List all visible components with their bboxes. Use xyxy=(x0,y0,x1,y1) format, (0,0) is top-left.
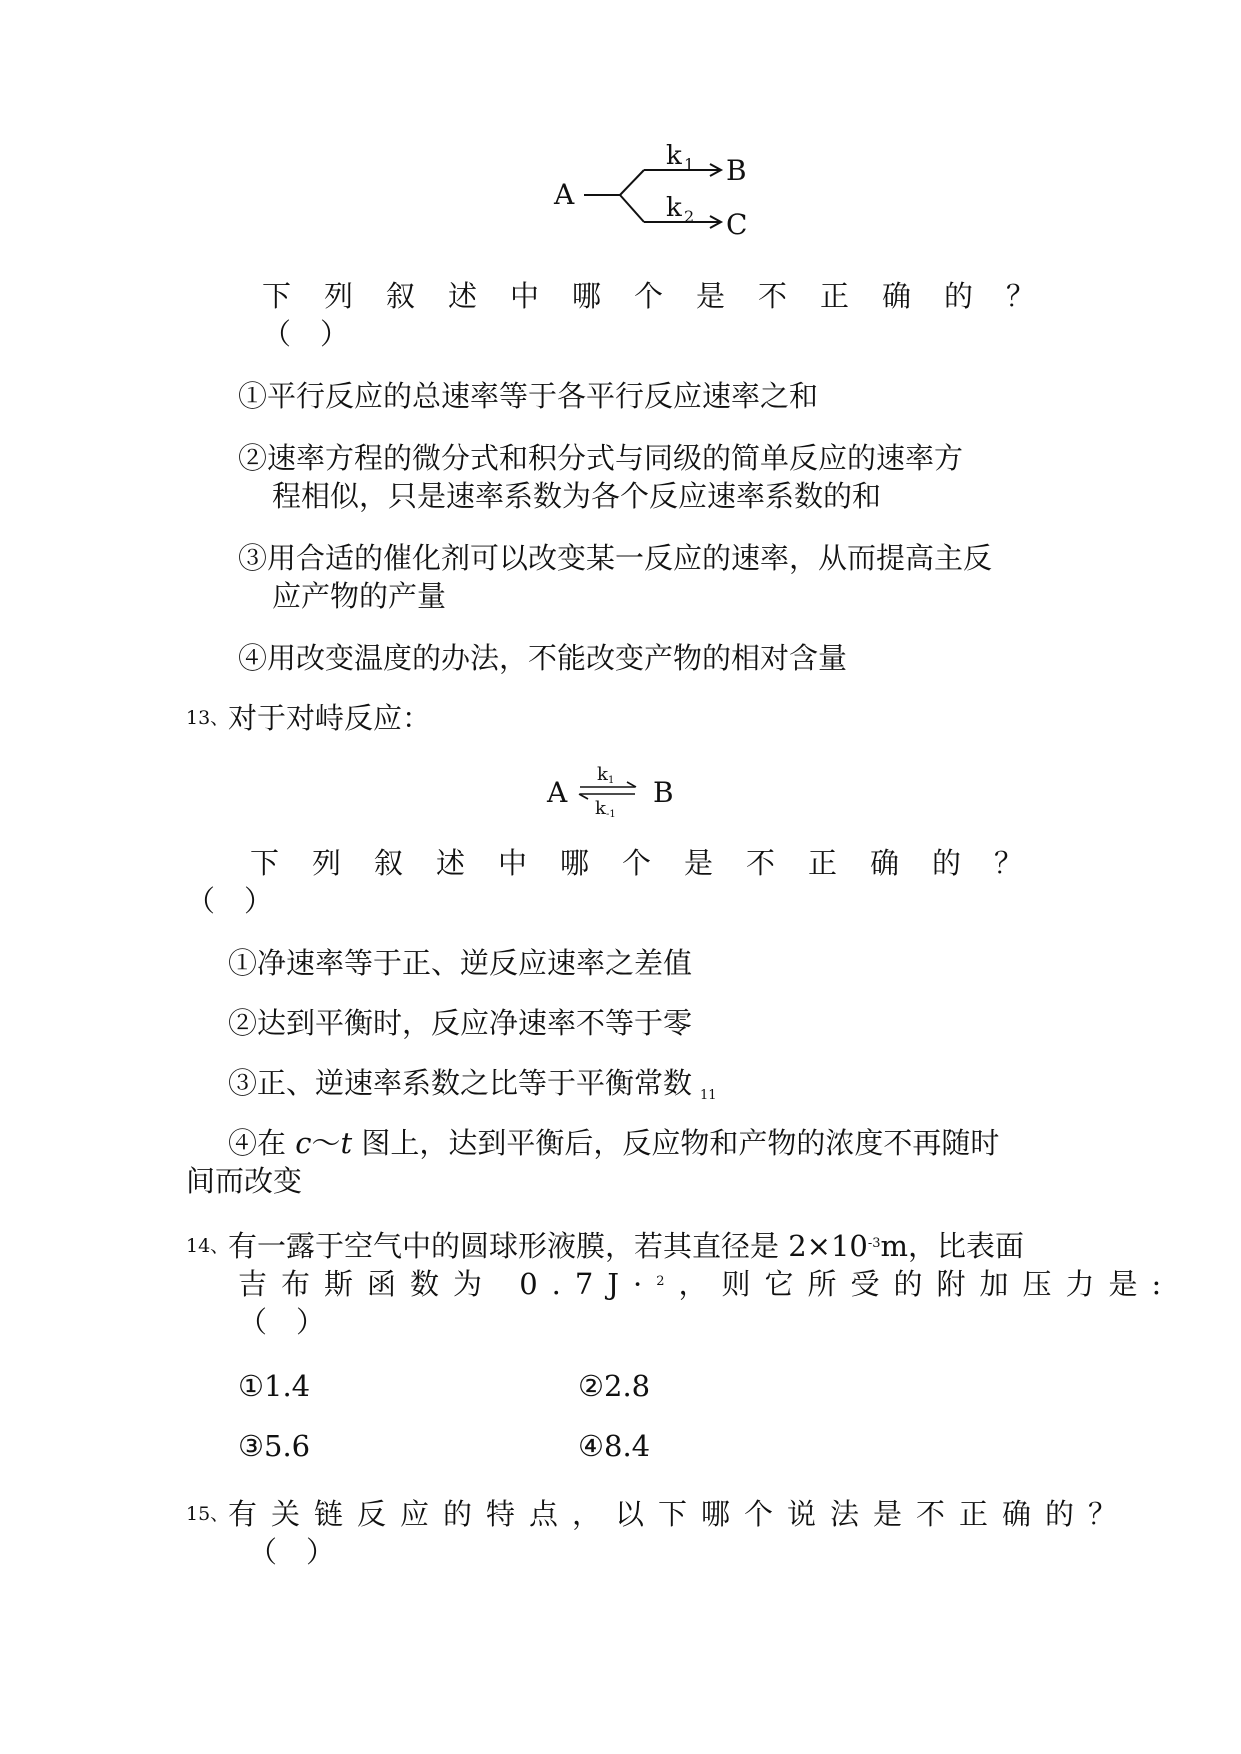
q13-option-3-tail: 11 xyxy=(700,1088,717,1103)
k-forward-subscript: 1 xyxy=(608,775,615,786)
q14-line-2-a: 吉布斯函数为 0.7J· xyxy=(238,1267,657,1301)
q12-option-2: ②速率方程的微分式和积分式与同级的简单反应的速率方 xyxy=(238,441,964,475)
q13-title: 对于对峙反应： xyxy=(228,701,432,735)
q15-number: 15、 xyxy=(186,1503,230,1525)
q14-blank: （ ） xyxy=(238,1305,326,1339)
k-backward-label: k xyxy=(595,798,606,819)
rev-product-b: B xyxy=(653,776,674,809)
q13-option-3-text: ③正、逆速率系数之比等于平衡常数 xyxy=(228,1066,693,1100)
q13-option-1: ①净速率等于正、逆反应速率之差值 xyxy=(228,946,693,980)
q14-line-2 xyxy=(238,1266,1175,1309)
q15-text: 有关链反应的特点，以下哪个说法是不正确的？ xyxy=(228,1497,1132,1531)
product-b: B xyxy=(726,154,747,187)
k1-label: k xyxy=(666,141,682,171)
rev-reactant-a: A xyxy=(547,776,568,809)
k2-label: k xyxy=(666,193,682,223)
q13-option-2: ②达到平衡时，反应净速率不等于零 xyxy=(228,1006,693,1040)
q14-number: 14、 xyxy=(186,1235,230,1257)
parallel-reaction-diagram xyxy=(540,140,770,250)
q14-line-1 xyxy=(228,1228,1024,1271)
q14-line-1-b: m，比表面 xyxy=(880,1229,1025,1263)
q14-line-1-a: 有一露于空气中的圆球形液膜，若其直径是 2×10 xyxy=(228,1229,868,1263)
q13-option-3 xyxy=(228,1065,717,1108)
q14-option-2: ②2.8 xyxy=(578,1369,651,1403)
q14-option-1: ①1.4 xyxy=(238,1369,311,1403)
q12-option-3-cont: 应产物的产量 xyxy=(272,579,447,613)
q12-option-2-cont: 程相似，只是速率系数为各个反应速率系数的和 xyxy=(272,479,882,513)
q13-option-4-cont: 间而改变 xyxy=(186,1164,303,1198)
q12-option-4: ④用改变温度的办法，不能改变产物的相对含量 xyxy=(238,641,848,675)
q13-option-4-c: c xyxy=(295,1126,312,1160)
q15-blank: （ ） xyxy=(248,1535,336,1569)
q14-exponent: -3 xyxy=(867,1236,881,1251)
q13-option-4-tilde: ～ xyxy=(311,1126,341,1160)
q13-prompt: 下列叙述中哪个是不正确的？ xyxy=(250,846,1057,880)
q13-blank: （ ） xyxy=(186,884,274,918)
q12-option-3: ③用合适的催化剂可以改变某一反应的速率，从而提高主反 xyxy=(238,541,993,575)
reactant-a: A xyxy=(554,178,575,211)
product-c: C xyxy=(726,208,748,241)
q12-option-1: ①平行反应的总速率等于各平行反应速率之和 xyxy=(238,379,819,413)
q13-number: 13、 xyxy=(186,707,230,729)
q12-prompt: 下列叙述中哪个是不正确的？ xyxy=(262,279,1069,313)
q14-option-3: ③5.6 xyxy=(238,1429,311,1463)
k2-subscript: 2 xyxy=(684,207,695,226)
q13-option-4 xyxy=(228,1125,999,1161)
k-forward-label: k xyxy=(597,764,608,785)
q12-blank: （ ） xyxy=(262,317,350,351)
q13-option-4-t: t xyxy=(340,1126,353,1160)
q14-line-2-exp: 2 xyxy=(656,1274,679,1289)
q14-line-2-b: ，则它所受的附加压力是: xyxy=(678,1267,1176,1301)
branch-top xyxy=(620,170,644,195)
branch-bottom xyxy=(620,195,644,222)
k-backward-subscript: -1 xyxy=(606,809,616,820)
q14-option-4: ④8.4 xyxy=(578,1429,651,1463)
q13-option-4-rest: 图上，达到平衡后，反应物和产物的浓度不再随时 xyxy=(361,1126,1000,1160)
k1-subscript: 1 xyxy=(684,155,695,174)
q13-option-4-prefix: ④在 xyxy=(228,1126,287,1160)
reversible-reaction-diagram xyxy=(535,758,695,828)
